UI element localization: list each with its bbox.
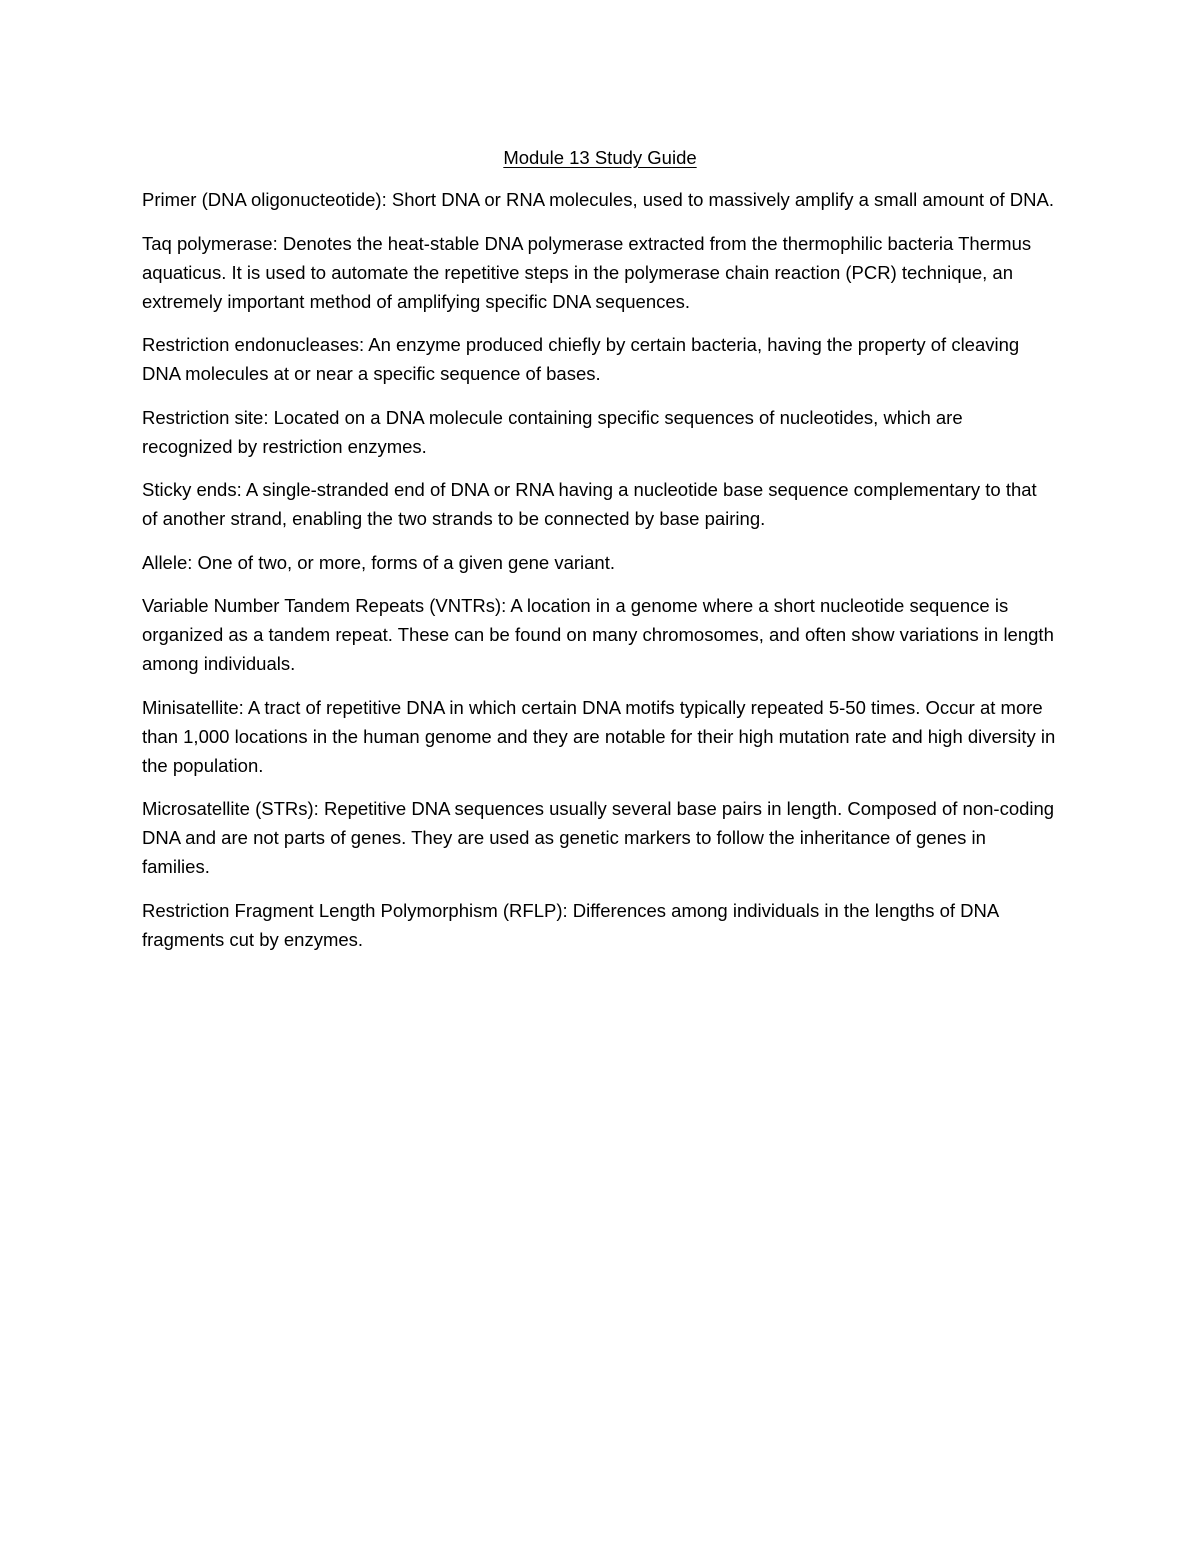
document-title: Module 13 Study Guide — [503, 147, 697, 168]
glossary-list — [142, 185, 1057, 968]
glossary-entry-taq-polymerase: Taq polymerase: Denotes the heat-stable DNA polymerase extracted from the thermophilic bacteria Thermus aquaticus. It is used to automate the repetitive steps in the polymerase chain reaction (PCR) technique, an extremely important method of amplifying specific DNA sequences. — [142, 232, 1032, 312]
glossary-entry-vntrs: Variable Number Tandem Repeats (VNTRs): A location in a genome where a short nucleotide sequence is organized as a tandem repeat. These can be found on many chromosomes, and often show variations in length among individuals. — [142, 595, 1054, 674]
glossary-entry-sticky-ends: Sticky ends: A single-stranded end of DNA or RNA having a nucleotide base sequence complementary to that of another strand, enabling the two strands to be connected by base pairing. — [142, 479, 1037, 529]
glossary-entry-restriction-endonucleases: Restriction endonucleases: An enzyme produced chiefly by certain bacteria, having the property of cleaving DNA molecules at or near a specific sequence of bases. — [142, 334, 1020, 384]
glossary-entry-restriction-site: Restriction site: Located on a DNA molecule containing specific sequences of nucleotides, which are recognized by restriction enzymes. — [142, 406, 963, 457]
glossary-entry-rflp: Restriction Fragment Length Polymorphism (RFLP): Differences among individuals in the lengths of DNA fragments cut by enzymes. — [142, 899, 999, 950]
glossary-entry-primer: Primer (DNA oligonucteotide): Short DNA or RNA molecules, used to massively amplify a small amount of DNA. — [142, 189, 1054, 210]
glossary-entry-allele: Allele: One of two, or more, forms of a given gene variant. — [142, 551, 616, 573]
glossary-entry-microsatellite: Microsatellite (STRs): Repetitive DNA sequences usually several base pairs in length. Composed of non-coding DNA and are not parts of genes. They are used as genetic markers to follow the inheritance of genes in families. — [142, 798, 1055, 877]
glossary-entry-minisatellite: Minisatellite: A tract of repetitive DNA in which certain DNA motifs typically repeated 5-50 times. Occur at more than 1,000 locations in the human genome and they are notable for their high mutation rate and high diversity in the population. — [142, 696, 1056, 776]
